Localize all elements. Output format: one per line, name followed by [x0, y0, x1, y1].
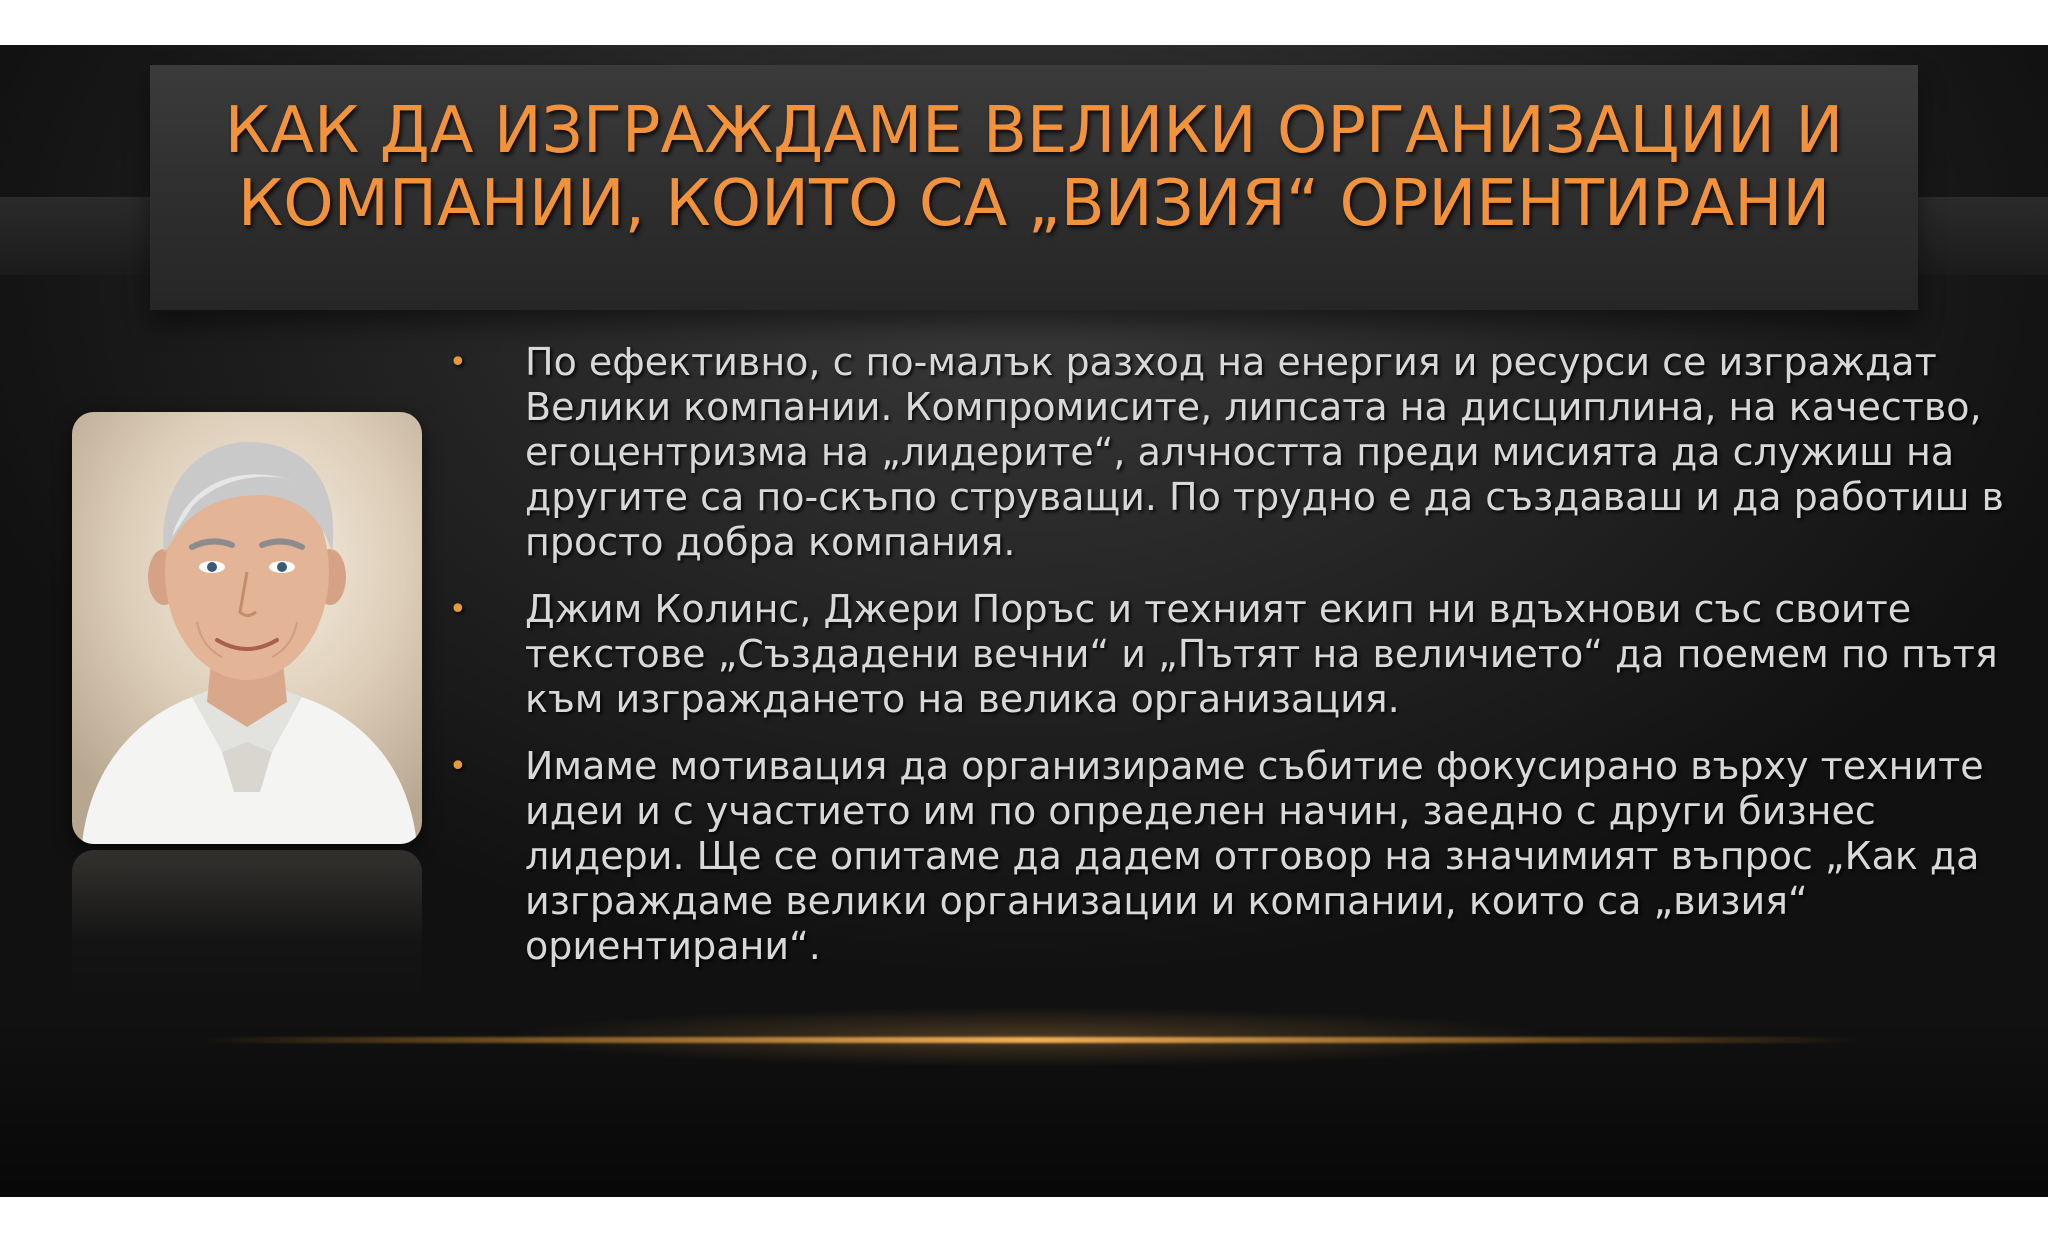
portrait-photo [72, 412, 422, 844]
bullet-dot-icon: • [449, 345, 467, 380]
bullet-text: Имаме мотивация да организираме събитие фокусирано върху техните идеи и с участието им по определен начин, заедно с други бизнес лидери. Ще се опитаме да дадем отговор на значимият въпрос „Как да изграждаме велики организации и компании, които са „визия“ ориентирани“. [525, 744, 1984, 968]
portrait-icon [72, 412, 422, 844]
slide-title: КАК ДА ИЗГРАЖДАМЕ ВЕЛИКИ ОРГАНИЗАЦИИ И КОМПАНИИ, КОИТО СА „ВИЗИЯ“ ОРИЕНТИРАНИ [224, 94, 1844, 241]
bullet-item [445, 340, 2015, 565]
bullet-dot-icon: • [449, 592, 467, 627]
presentation-slide [0, 45, 2048, 1197]
photo-reflection [72, 850, 422, 1000]
bullet-item [445, 587, 2015, 722]
bullet-item [445, 744, 2015, 969]
accent-line [200, 1037, 1860, 1043]
bullet-dot-icon: • [449, 749, 467, 784]
bullet-text: Джим Колинс, Джери Поръс и техният екип ни вдъхнови със своите текстове „Създадени вечни“ и „Пътят на величието“ да поемем по пътя към изграждането на велика организация. [525, 587, 1998, 721]
bullet-list [445, 340, 2015, 991]
bullet-text: По ефективно, с по-малък разход на енергия и ресурси се изграждат Велики компании. Компромисите, липсата на дисциплина, на качество, егоцентризма на „лидерите“, алчността преди мисията да служиш на другите са по-скъпо струващи. По трудно е да създаваш и да работиш в просто добра компания. [525, 340, 2004, 564]
